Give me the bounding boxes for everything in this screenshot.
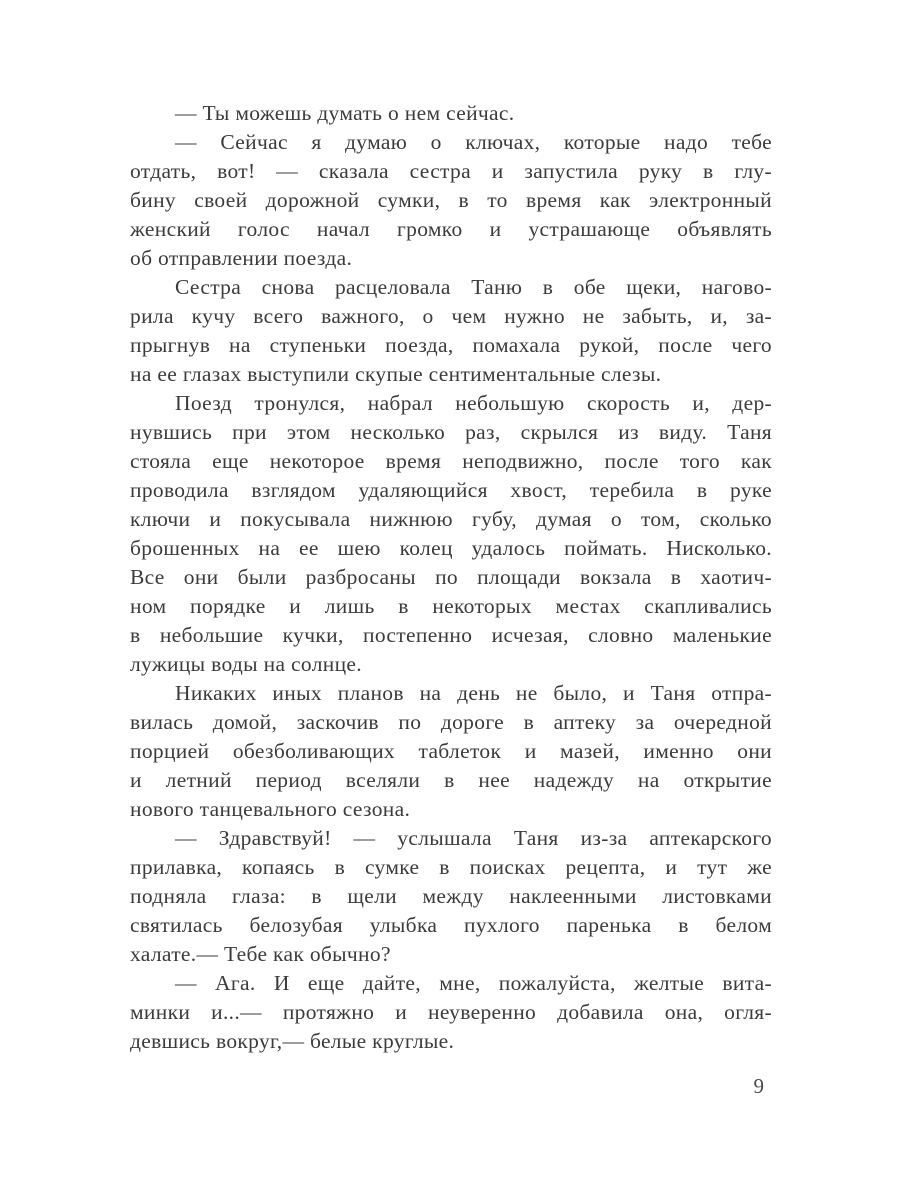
text-line: халате.— Тебе как обычно? xyxy=(130,942,391,966)
paragraph xyxy=(130,128,772,273)
text-line: в небольшие кучки, постепенно исчезая, словно маленькие xyxy=(130,623,772,647)
text-line: лужицы воды на солнце. xyxy=(130,652,362,676)
text-line: ключи и покусывала нижнюю губу, думая о том, сколько xyxy=(130,507,772,531)
text-line: девшись вокруг,— белые круглые. xyxy=(130,1029,455,1053)
text-column xyxy=(130,99,772,1056)
paragraph xyxy=(130,273,772,389)
text-line: минки и...— протяжно и неуверенно добавила она, огля- xyxy=(130,1000,772,1024)
text-line: — Здравствуй! — услышала Таня из-за аптекарского xyxy=(175,826,772,850)
text-line: рила кучу всего важного, о чем нужно не забыть, и, за- xyxy=(130,304,772,328)
text-line: прилавка, копаясь в сумке в поисках рецепта, и тут же xyxy=(130,855,772,879)
text-line: вилась домой, заскочив по дороге в аптеку за очередной xyxy=(130,710,772,734)
text-line: брошенных на ее шею колец удалось поймать. Нисколько. xyxy=(130,536,772,560)
text-line: Никаких иных планов на день не было, и Таня отпра- xyxy=(175,681,772,705)
text-line: Сестра снова расцеловала Таню в обе щеки, нагово- xyxy=(175,275,772,299)
text-line: стояла еще некоторое время неподвижно, после того как xyxy=(130,449,772,473)
text-line: нового танцевального сезона. xyxy=(130,797,411,821)
paragraph xyxy=(130,99,772,128)
text-line: об отправлении поезда. xyxy=(130,246,353,270)
text-line: ном порядке и лишь в некоторых местах скапливались xyxy=(130,594,772,618)
text-line: женский голос начал громко и устрашающе объявлять xyxy=(130,217,772,241)
text-line: бину своей дорожной сумки, в то время как электронный xyxy=(130,188,772,212)
page-number: 9 xyxy=(753,1074,764,1098)
paragraph xyxy=(130,389,772,679)
text-line: на ее глазах выступили скупые сентиментальные слезы. xyxy=(130,362,662,386)
text-line: порцией обезболивающих таблеток и мазей, именно они xyxy=(130,739,772,763)
text-line: проводила взглядом удаляющийся хвост, теребила в руке xyxy=(130,478,772,502)
text-line: подняла глаза: в щели между наклеенными листовками xyxy=(130,884,772,908)
text-line: Поезд тронулся, набрал небольшую скорость и, дер- xyxy=(175,391,772,415)
text-line: прыгнув на ступеньки поезда, помахала рукой, после чего xyxy=(130,333,772,357)
text-line: — Ага. И еще дайте, мне, пожалуйста, желтые вита- xyxy=(175,971,772,995)
text-line: и летний период вселяли в нее надежду на открытие xyxy=(130,768,772,792)
text-line: нувшись при этом несколько раз, скрылся из виду. Таня xyxy=(130,420,772,444)
paragraph xyxy=(130,824,772,969)
text-line: отдать, вот! — сказала сестра и запустила руку в глу- xyxy=(130,159,772,183)
paragraph xyxy=(130,969,772,1056)
text-line: Все они были разбросаны по площади вокзала в хаотич- xyxy=(130,565,772,589)
text-line: — Сейчас я думаю о ключах, которые надо тебе xyxy=(175,130,772,154)
text-line: — Ты можешь думать о нем сейчас. xyxy=(175,101,515,125)
text-line: святилась белозубая улыбка пухлого паренька в белом xyxy=(130,913,772,937)
paragraph xyxy=(130,679,772,824)
